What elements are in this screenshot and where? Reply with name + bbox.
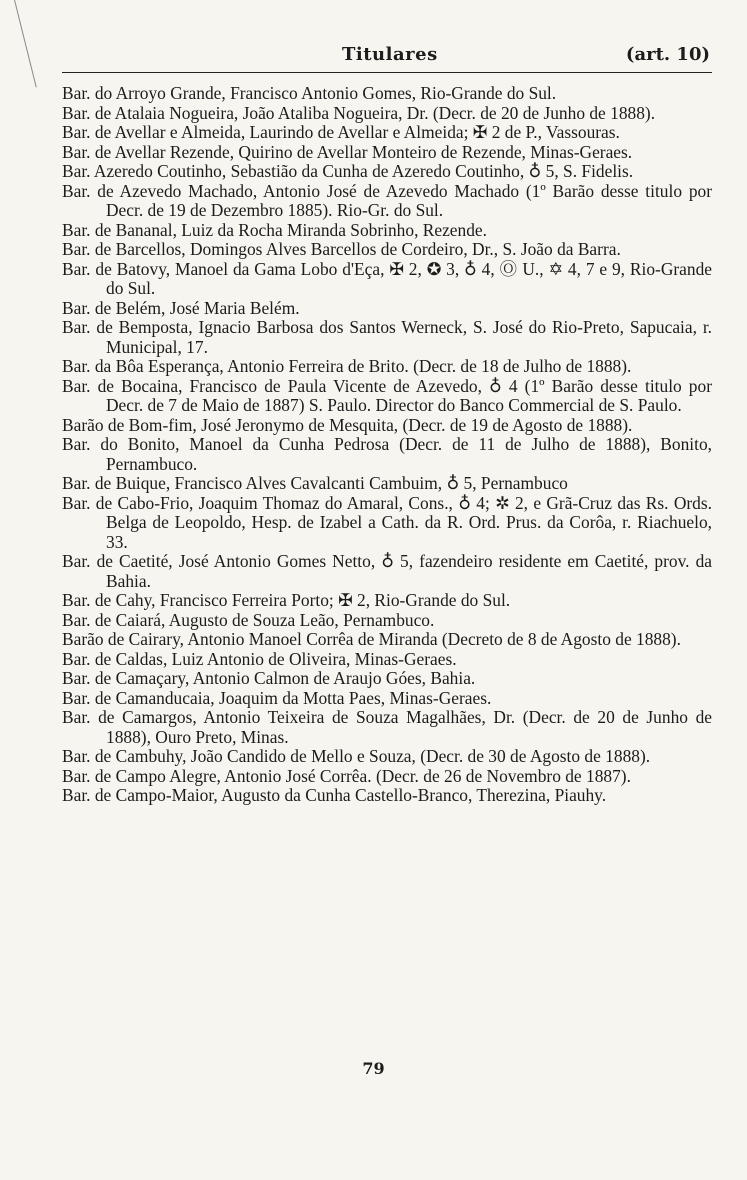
- entry: Bar. de Campo-Maior, Augusto da Cunha Castello-Branco, Therezina, Piauhy.: [62, 785, 607, 805]
- entry: Bar. de Caldas, Luiz Antonio de Oliveira, Minas-Geraes.: [62, 648, 457, 669]
- entry: Bar. do Bonito, Manoel da Cunha Pedrosa (Decr. de 11 de Julho de 1888), Bonito, Pernambuco.: [62, 434, 712, 474]
- entry: Bar. de Caetité, José Antonio Gomes Netto, ♁ 5, fazendeiro residente em Caetité, prov. da Bahia.: [62, 551, 712, 591]
- entry-list: [62, 84, 712, 806]
- entry: Bar. de Cambuhy, João Candido de Mello e Souza, (Decr. de 30 de Agosto de 1888).: [62, 746, 651, 766]
- entry: Bar. de Bemposta, Ignacio Barbosa dos Santos Werneck, S. José do Rio-Preto, Sapucaia, r. Municipal, 17.: [62, 317, 712, 357]
- entry: Bar. de Belém, José Maria Belém.: [62, 297, 300, 318]
- entry: Bar. da Bôa Esperança, Antonio Ferreira de Brito. (Decr. de 18 de Julho de 1888).: [62, 356, 632, 376]
- page-header: [62, 44, 710, 70]
- entry: Bar. de Camaçary, Antonio Calmon de Araujo Góes, Bahia.: [62, 668, 476, 688]
- entry: Bar. de Avellar e Almeida, Laurindo de Avellar e Almeida; ✠ 2 de P., Vassouras.: [62, 122, 620, 142]
- entry: Barão de Bom-fim, José Jeronymo de Mesquita, (Decr. de 19 de Agosto de 1888).: [62, 414, 633, 435]
- running-title: Titulares: [342, 44, 438, 65]
- entry: Bar. de Campo Alegre, Antonio José Corrêa. (Decr. de 26 de Novembro de 1887).: [62, 765, 631, 786]
- entry: Bar. de Buique, Francisco Alves Cavalcanti Cambuim, ♁ 5, Pernambuco: [62, 473, 568, 493]
- entry: Bar. de Atalaia Nogueira, João Ataliba Nogueira, Dr. (Decr. de 20 de Junho de 1888).: [62, 102, 656, 123]
- entry: Bar. de Camargos, Antonio Teixeira de Souza Magalhães, Dr. (Decr. de 20 de Junho de 1888), Ouro Preto, Minas.: [62, 707, 712, 747]
- entry: Bar. do Arroyo Grande, Francisco Antonio Gomes, Rio-Grande do Sul.: [62, 83, 557, 103]
- entry: Barão de Cairary, Antonio Manoel Corrêa de Miranda (Decreto de 8 de Agosto de 1888).: [62, 629, 681, 649]
- entry: Bar. de Azevedo Machado, Antonio José de Azevedo Machado (1º Barão desse titulo por Decr. de 19 de Dezembro 1885). Rio-Gr. do Sul.: [62, 180, 712, 220]
- entry: Bar. de Bocaina, Francisco de Paula Vicente de Azevedo, ♁ 4 (1º Barão desse titulo por Decr. de 7 de Maio de 1887) S. Paulo. Director do Banco Commercial de S. Paulo.: [62, 375, 712, 415]
- entry: Bar. de Caiará, Augusto de Souza Leão, Pernambuco.: [62, 609, 435, 630]
- margin-mark: [14, 0, 37, 87]
- entry: Bar. de Batovy, Manoel da Gama Lobo d'Eça, ✠ 2, ✪ 3, ♁ 4, Ⓞ U., ✡ 4, 7 e 9, Rio-Grande do Sul.: [62, 258, 712, 298]
- entry: Bar. de Cabo-Frio, Joaquim Thomaz do Amaral, Cons., ♁ 4; ✲ 2, e Grã-Cruz das Rs. Ords. Belga de Leopoldo, Hesp. de Izabel a Cath. da R. Ord. Prus. da Corôa, r. Riachuelo, 33.: [62, 492, 712, 552]
- page-number: 79: [362, 1059, 385, 1078]
- header-rule: [62, 72, 712, 73]
- entry: Bar. de Camanducaia, Joaquim da Motta Paes, Minas-Geraes.: [62, 687, 492, 708]
- entry: Bar. de Cahy, Francisco Ferreira Porto; ✠ 2, Rio-Grande do Sul.: [62, 590, 511, 610]
- article-reference: (art. 10): [625, 44, 710, 65]
- entry: Bar. Azeredo Coutinho, Sebastião da Cunha de Azeredo Coutinho, ♁ 5, S. Fidelis.: [62, 161, 634, 181]
- entry: Bar. de Barcellos, Domingos Alves Barcellos de Cordeiro, Dr., S. João da Barra.: [62, 239, 621, 259]
- entry: Bar. de Bananal, Luiz da Rocha Miranda Sobrinho, Rezende.: [62, 219, 487, 240]
- entry: Bar. de Avellar Rezende, Quirino de Avellar Monteiro de Rezende, Minas-Geraes.: [62, 141, 633, 162]
